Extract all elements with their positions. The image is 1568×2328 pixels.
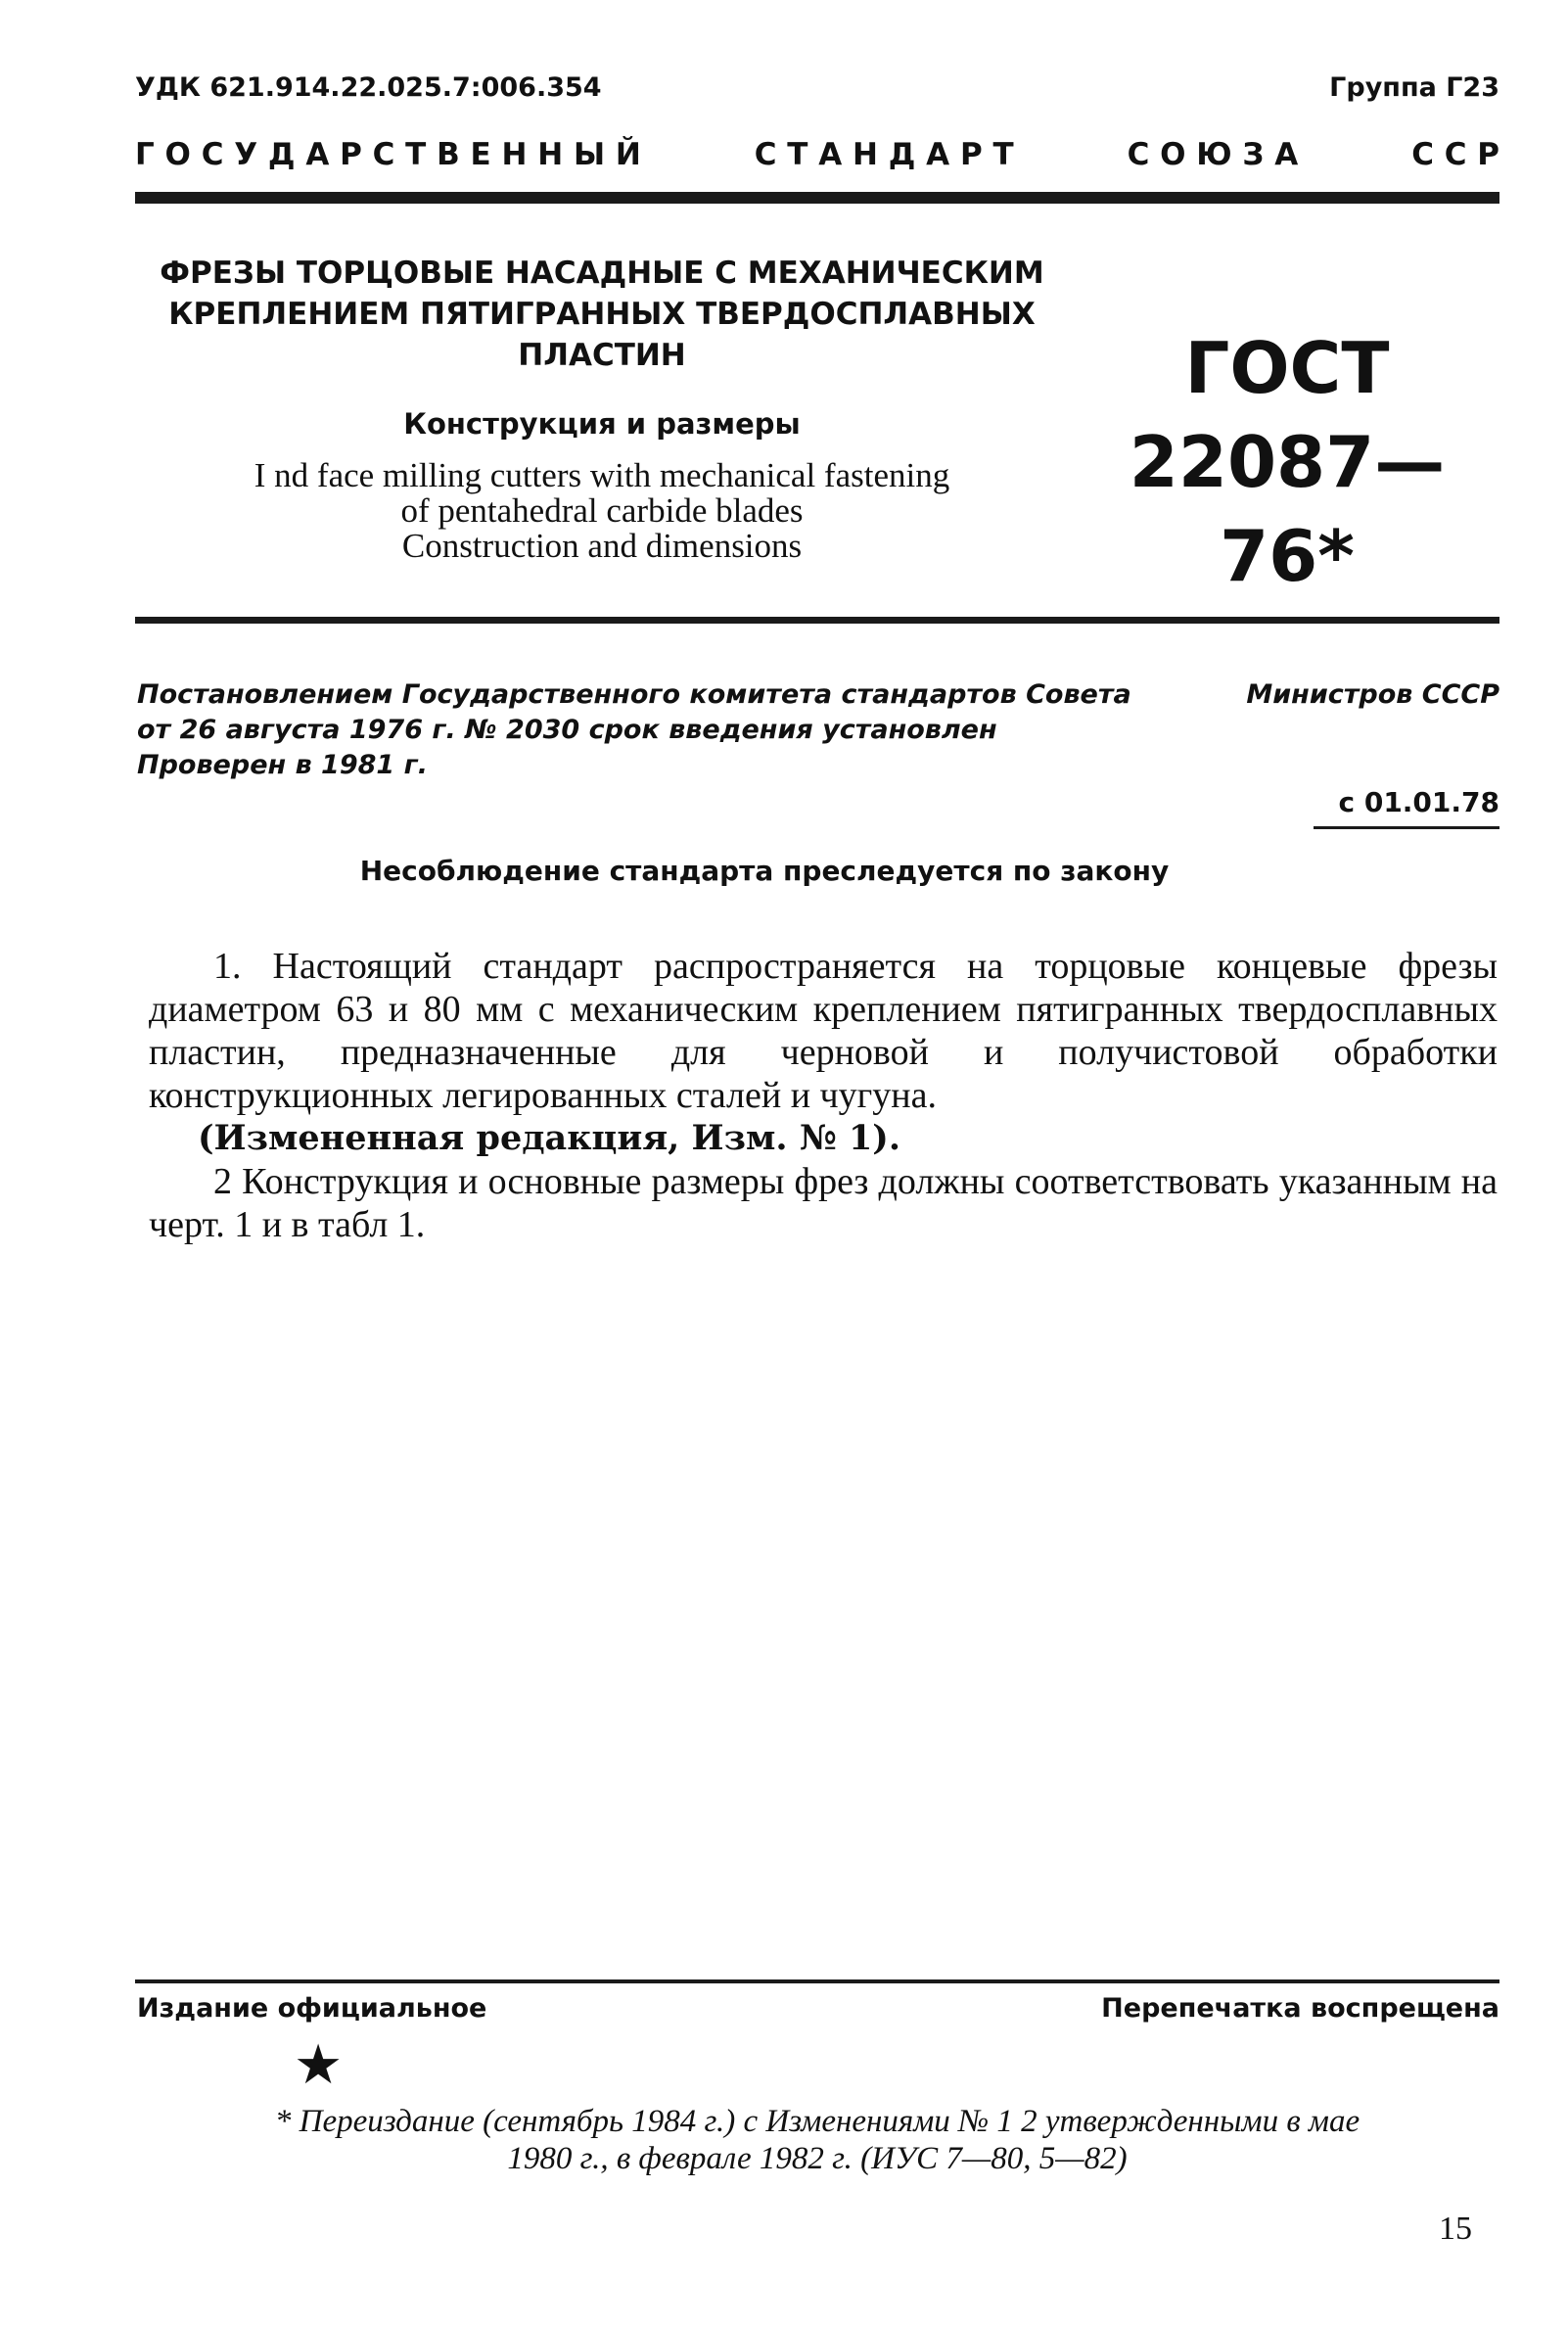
reissue-footnote [137,2103,1498,2177]
footnote-line: * Переиздание (сентябрь 1984 г.) с Изменениями № 1 2 утвержденными в мае [274,2104,1360,2139]
banner-word: С О Ю З А [1127,137,1299,172]
document-title [137,253,1067,376]
body-text [149,945,1498,1246]
banner-word: С С Р [1411,137,1499,172]
title-line: КРЕПЛЕНИЕМ ПЯТИГРАННЫХ ТВЕРДОСПЛАВНЫХ [168,297,1036,332]
decree-text [137,677,1499,783]
title-line: ПЛАСТИН [518,338,686,373]
footnote-line: 1980 г., в феврале 1982 г. (ИУС 7—80, 5—82) [507,2141,1128,2176]
decree-line: Постановлением Государственного комитета стандартов Совета [137,679,1131,710]
paragraph-1: 1. Настоящий стандарт распространяется на торцовые концевые фрезы диаметром 63 и 80 мм с механическим креплением пятигранных твердосплавных пластин, предназначенные для черновой и получистовой обработки конструкционных легированных сталей и чугуна. [149,946,1498,1116]
group-code: Группа Г23 [1329,72,1499,103]
english-title-line: Construction and dimensions [401,527,803,565]
title-block [137,253,1067,564]
gost-code: 22087—76* [1129,421,1446,597]
reprint-notice: Перепечатка воспрещена [1101,1993,1499,2024]
english-title [137,458,1067,564]
title-rule [135,617,1499,624]
english-title-line: of pentahedral carbide blades [400,491,804,530]
violation-notice [0,855,1568,887]
header-rule [135,192,1499,204]
gost-label: ГОСТ [1184,327,1390,409]
english-title-line: I nd face milling cutters with mechanical fastening [254,456,950,494]
title-line: ФРЕЗЫ ТОРЦОВЫЕ НАСАДНЫЕ С МЕХАНИЧЕСКИМ [160,256,1044,291]
state-standard-banner [135,137,1499,172]
gost-number [1086,321,1488,603]
amendment-note: (Измененная редакция, Изм. № 1). [198,1118,901,1158]
page-number: 15 [1439,2211,1472,2247]
document-subtitle: Конструкция и размеры [403,407,801,441]
udk-code: УДК 621.914.22.025.7:006.354 [135,72,602,103]
decree-line: Министров СССР [1246,679,1499,710]
paragraph-2: 2 Конструкция и основные размеры фрез должны соответствовать указанным на черт. 1 и в табл 1. [149,1161,1498,1245]
star-icon: ★ [294,2033,344,2097]
violation-text: Несоблюдение стандарта преследуется по закону [359,855,1170,887]
banner-word: С Т А Н Д А Р Т [754,137,1014,172]
footer-rule [135,1979,1499,1983]
effective-date: с 01.01.78 [1314,786,1499,829]
decree-line: Проверен в 1981 г. [137,750,428,780]
banner-word: Г О С У Д А Р С Т В Е Н Н Ы Й [135,137,641,172]
official-edition: Издание официальное [137,1993,487,2024]
decree-line: от 26 августа 1976 г. № 2030 срок введения установлен [137,715,997,745]
